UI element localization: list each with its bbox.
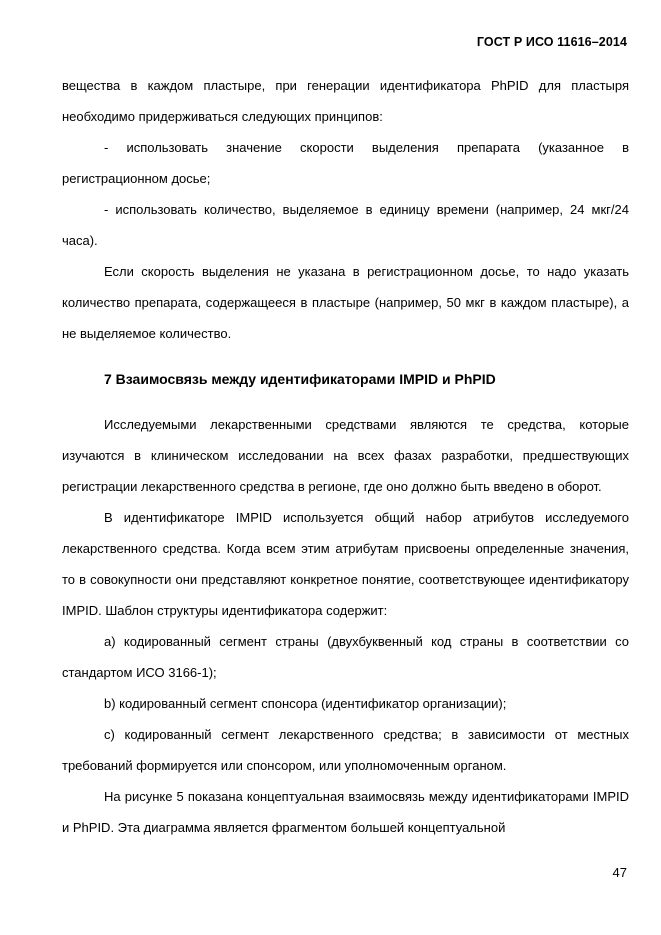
list-item-b: b) кодированный сегмент спонсора (идентификатор организации);	[104, 696, 507, 711]
dash-list-item-1: - использовать значение скорости выделения препарата (указанное в регистрационном досье;	[62, 140, 629, 186]
page-body	[62, 70, 629, 843]
section-heading-7: 7 Взаимосвязь между идентификаторами IMPID и PhPID	[104, 371, 496, 387]
paragraph-continuation: вещества в каждом пластыре, при генерации идентификатора PhPID для пластыря необходимо придерживаться следующих принципов:	[62, 78, 629, 124]
list-item-c: с) кодированный сегмент лекарственного средства; в зависимости от местных требований формируется или спонсором, или уполномоченным органом.	[62, 727, 629, 773]
paragraph-impid-attributes: В идентификаторе IMPID используется общий набор атрибутов исследуемого лекарственного средства. Когда всем этим атрибутам присвоены определенные значения, то в совокупности они представляют конкретное понятие, соответствующее идентификатору IMPID. Шаблон структуры идентификатора содержит:	[62, 510, 629, 618]
dash-list-item-2: - использовать количество, выделяемое в единицу времени (например, 24 мкг/24 часа).	[62, 202, 629, 248]
page-number: 47	[612, 865, 627, 880]
document-header: ГОСТ Р ИСО 11616–2014	[476, 35, 627, 49]
paragraph-figure-5: На рисунке 5 показана концептуальная взаимосвязь между идентификаторами IMPID и PhPID. Эта диаграмма является фрагментом большей концептуальной	[62, 789, 629, 835]
paragraph-release-rate: Если скорость выделения не указана в регистрационном досье, то надо указать количество препарата, содержащееся в пластыре (например, 50 мкг в каждом пластыре), а не выделяемое количество.	[62, 264, 629, 341]
list-item-a: а) кодированный сегмент страны (двухбуквенный код страны в соответствии со стандартом ИСО 3166-1);	[62, 634, 629, 680]
paragraph-investigational-products: Исследуемыми лекарственными средствами являются те средства, которые изучаются в клиническом исследовании на всех фазах разработки, предшествующих регистрации лекарственного средства в регионе, где оно должно быть введено в оборот.	[62, 417, 629, 494]
